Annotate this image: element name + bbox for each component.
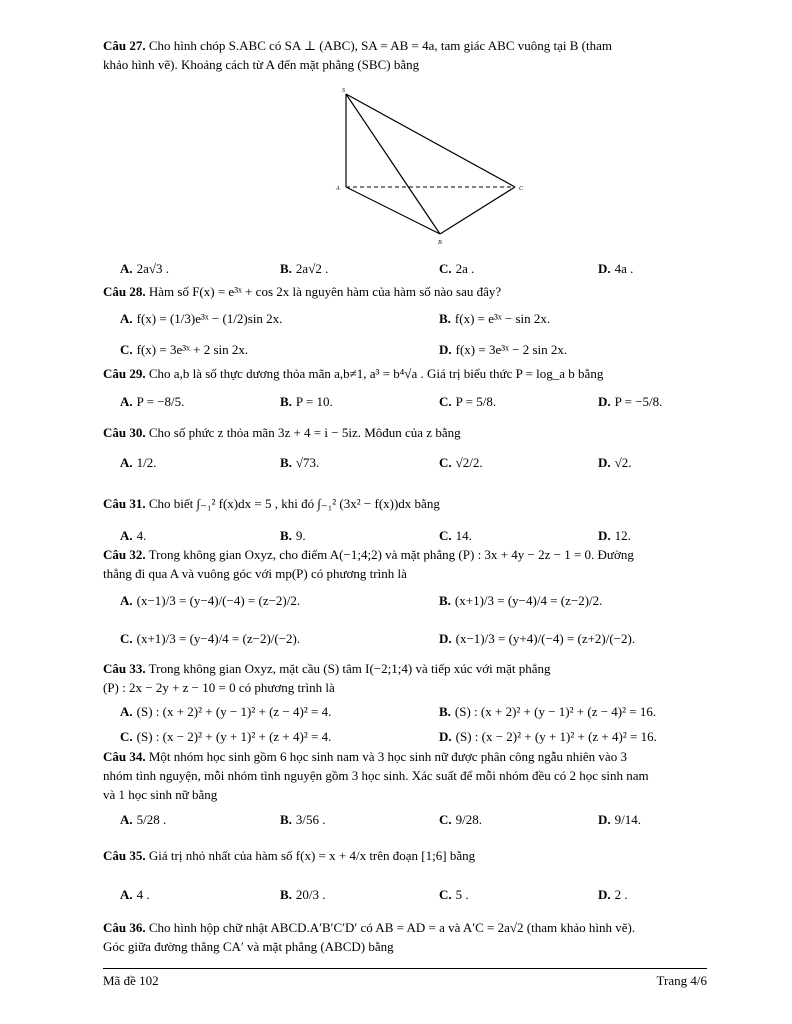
q34-option-c[interactable]: C. 9/28. (439, 812, 483, 827)
q35-option-b[interactable]: B. 20/3 . (280, 887, 326, 902)
vertex-a-label: A (336, 186, 340, 192)
question-text: Cho hình hộp chữ nhật ABCD.A′B′C′D′ có AB = AD = a và A′C = 2a√2 (tham khảo hình vẽ). (148, 920, 636, 935)
q34-option-d[interactable]: D. 9/14. (598, 812, 642, 827)
q27-option-d[interactable]: D. 4a . (598, 261, 634, 276)
vertex-s-label: S (342, 88, 345, 94)
question-text: Cho a,b là số thực dương thỏa mãn a,b≠1, a³ = b⁴√a . Giá trị biểu thức P = log_a b bằng (148, 366, 604, 381)
q29-option-d[interactable]: D. P = −5/8. (598, 394, 663, 409)
q35-option-c[interactable]: C. 5 . (439, 887, 469, 902)
q31-option-c[interactable]: C. 14. (439, 528, 472, 543)
question-32: Câu 32. Trong không gian Oxyz, cho điểm A(−1;4;2) và mặt phẳng (P) : 3x + 4y − 2z − 1 = 0. Đường thẳng đi qua A và vuông góc với mp(P) có phương trình là (103, 545, 707, 583)
footer-divider (103, 968, 707, 969)
question-text: Giá trị nhỏ nhất của hàm số f(x) = x + 4/x trên đoạn [1;6] bằng (148, 848, 476, 863)
q31-option-b[interactable]: B. 9. (280, 528, 306, 543)
question-text: Cho hình chóp S.ABC có SA ⊥ (ABC), SA = AB = 4a, tam giác ABC vuông tại B (tham (148, 38, 612, 53)
q29-option-c[interactable]: C. P = 5/8. (439, 394, 497, 409)
q32-option-d[interactable]: D. (x−1)/3 = (y+4)/(−4) = (z+2)/(−2). (439, 631, 636, 646)
q27-option-a[interactable]: A. 2a√3 . (120, 261, 170, 276)
q28-option-d[interactable]: D. f(x) = 3e³ˣ − 2 sin 2x. (439, 342, 568, 357)
question-text-cont: thẳng đi qua A và vuông góc với mp(P) có phương trình là (103, 566, 407, 581)
question-27-line1 (103, 36, 707, 55)
q28-option-a[interactable]: A. f(x) = (1/3)e³ˣ − (1/2)sin 2x. (120, 311, 283, 326)
question-29: Câu 29. Cho a,b là số thực dương thỏa mãn a,b≠1, a³ = b⁴√a . Giá trị biểu thức P = log_a b bằng (103, 366, 604, 381)
q30-option-b[interactable]: B. √73. (280, 455, 320, 470)
question-text: Cho số phức z thỏa mãn 3z + 4 = i − 5iz. Môđun của z bằng (148, 425, 461, 440)
exam-code: Mã đề 102 (103, 973, 159, 988)
q29-option-b[interactable]: B. P = 10. (280, 394, 333, 409)
question-text-cont: và 1 học sinh nữ bằng (103, 787, 218, 802)
q30-option-d[interactable]: D. √2. (598, 455, 632, 470)
q32-option-a[interactable]: A. (x−1)/3 = (y−4)/(−4) = (z−2)/2. (120, 593, 301, 608)
vertex-c-label: C (519, 186, 524, 192)
question-text: Trong không gian Oxyz, mặt cầu (S) tâm I(−2;1;4) và tiếp xúc với mặt phẳng (148, 661, 551, 676)
vertex-b-label: B (438, 240, 442, 246)
question-text: Hàm số F(x) = e³ˣ + cos 2x là nguyên hàm của hàm số nào sau đây? (148, 284, 502, 299)
question-text-cont: khảo hình vẽ). Khoảng cách từ A đến mặt phẳng (SBC) bằng (103, 57, 420, 72)
q32-option-c[interactable]: C. (x+1)/3 = (y−4)/4 = (z−2)/(−2). (120, 631, 301, 646)
page-number: Trang 4/6 (656, 973, 707, 988)
question-30: Câu 30. Cho số phức z thỏa mãn 3z + 4 = i − 5iz. Môđun của z bằng (103, 425, 461, 440)
question-27 (103, 36, 707, 74)
question-31: Câu 31. Cho biết ∫₋₁² f(x)dx = 5 , khi đó ∫₋₁² (3x² − f(x))dx bằng (103, 496, 440, 511)
q34-option-b[interactable]: B. 3/56 . (280, 812, 326, 827)
q31-option-a[interactable]: A. 4. (120, 528, 147, 543)
question-number: Câu 27. (103, 38, 146, 53)
q32-option-b[interactable]: B. (x+1)/3 = (y−4)/4 = (z−2)/2. (439, 593, 603, 608)
question-text: Một nhóm học sinh gồm 6 học sinh nam và 3 học sinh nữ được phân công ngẫu nhiên vào 3 (148, 749, 627, 764)
question-text-cont: nhóm tình nguyện, mỗi nhóm tình nguyện gồm 3 học sinh. Xác suất để mỗi nhóm đều có 2 học sinh nam (103, 768, 649, 783)
q33-option-a[interactable]: A. (S) : (x + 2)² + (y − 1)² + (z − 4)² = 4. (120, 704, 332, 719)
q33-option-c[interactable]: C. (S) : (x − 2)² + (y + 1)² + (z + 4)² = 4. (120, 729, 332, 744)
q34-option-a[interactable]: A. 5/28 . (120, 812, 167, 827)
question-text: Trong không gian Oxyz, cho điểm A(−1;4;2) và mặt phẳng (P) : 3x + 4y − 2z − 1 = 0. Đường (148, 547, 634, 562)
q27-option-b[interactable]: B. 2a√2 . (280, 261, 329, 276)
pyramid-figure (330, 84, 530, 246)
q30-option-c[interactable]: C. √2/2. (439, 455, 483, 470)
question-35: Câu 35. Giá trị nhỏ nhất của hàm số f(x) = x + 4/x trên đoạn [1;6] bằng (103, 848, 476, 863)
question-33: Câu 33. Trong không gian Oxyz, mặt cầu (S) tâm I(−2;1;4) và tiếp xúc với mặt phẳng (P) : 2x − 2y + z − 10 = 0 có phương trình là (103, 659, 707, 697)
question-34: Câu 34. Một nhóm học sinh gồm 6 học sinh nam và 3 học sinh nữ được phân công ngẫu nhiên vào 3 nhóm tình nguyện, mỗi nhóm tình nguyện gồm 3 học sinh. Xác suất để mỗi nhóm đều có 2 học sinh nam và 1 học sinh nữ bằng (103, 747, 707, 804)
q29-option-a[interactable]: A. P = −8/5. (120, 394, 185, 409)
q28-option-c[interactable]: C. f(x) = 3e³ˣ + 2 sin 2x. (120, 342, 249, 357)
question-36: Câu 36. Cho hình hộp chữ nhật ABCD.A′B′C′D′ có AB = AD = a và A′C = 2a√2 (tham khảo hình vẽ). Góc giữa đường thẳng CA′ và mặt phẳng (ABCD) bằng (103, 918, 707, 956)
q33-option-d[interactable]: D. (S) : (x − 2)² + (y + 1)² + (z + 4)² = 16. (439, 729, 657, 744)
question-text-cont: Góc giữa đường thẳng CA′ và mặt phẳng (ABCD) bằng (103, 939, 394, 954)
q30-option-a[interactable]: A. 1/2. (120, 455, 157, 470)
q35-option-a[interactable]: A. 4 . (120, 887, 150, 902)
question-28: Câu 28. Hàm số F(x) = e³ˣ + cos 2x là nguyên hàm của hàm số nào sau đây? (103, 284, 502, 299)
q33-option-b[interactable]: B. (S) : (x + 2)² + (y − 1)² + (z − 4)² = 16. (439, 704, 657, 719)
q27-option-c[interactable]: C. 2a . (439, 261, 475, 276)
q35-option-d[interactable]: D. 2 . (598, 887, 628, 902)
question-text-cont: (P) : 2x − 2y + z − 10 = 0 có phương trình là (103, 680, 335, 695)
q31-option-d[interactable]: D. 12. (598, 528, 631, 543)
question-text: Cho biết ∫₋₁² f(x)dx = 5 , khi đó ∫₋₁² (3x² − f(x))dx bằng (148, 496, 440, 511)
q28-option-b[interactable]: B. f(x) = e³ˣ − sin 2x. (439, 311, 551, 326)
